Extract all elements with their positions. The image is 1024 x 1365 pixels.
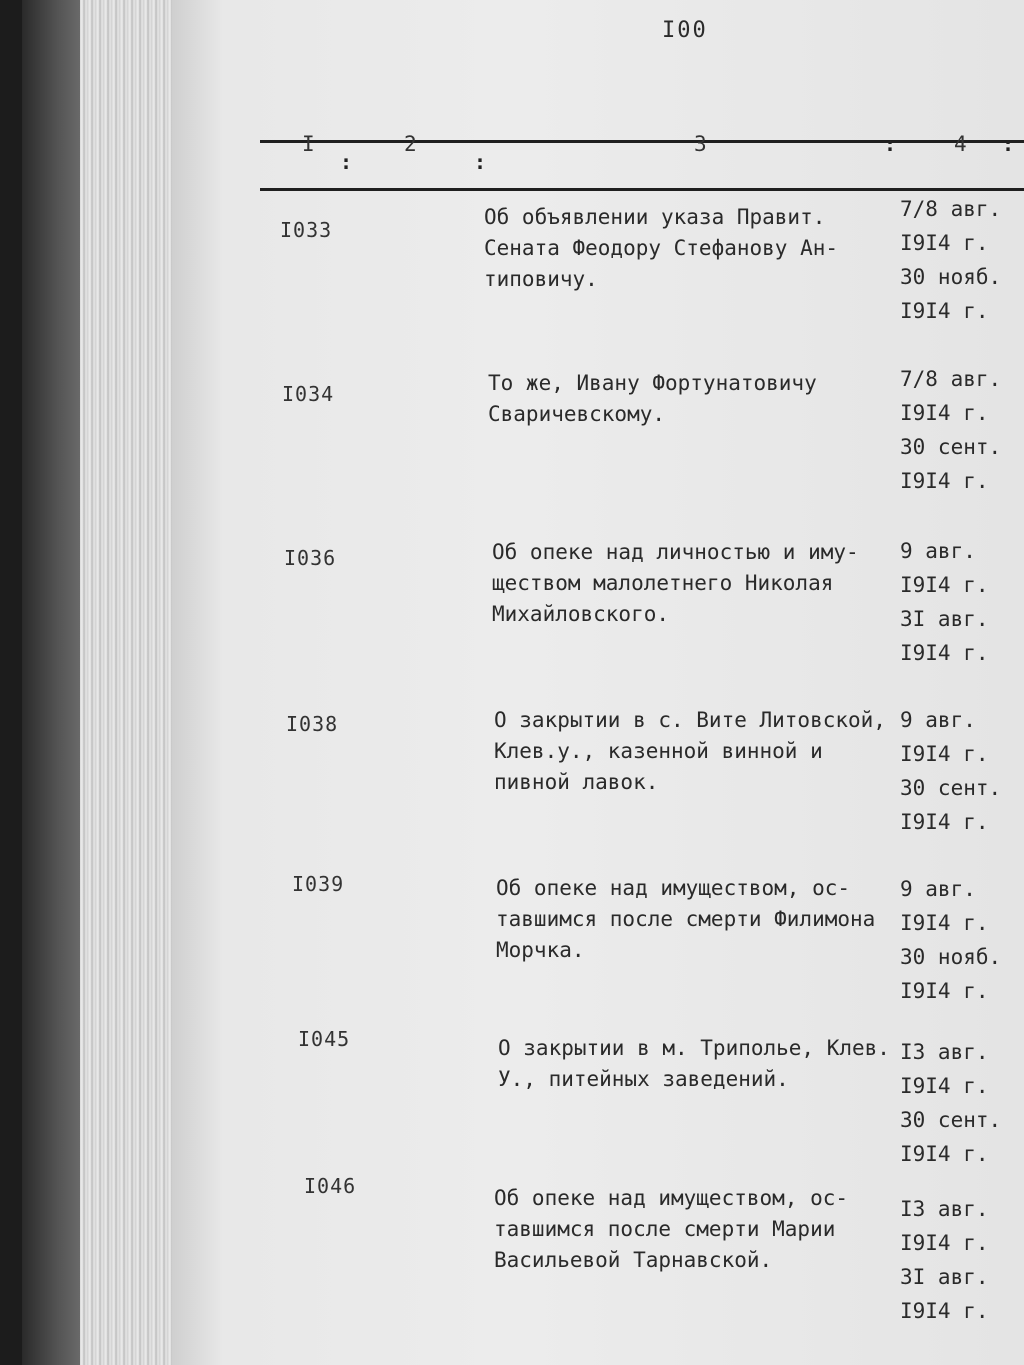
end-date: 30 нояб. (900, 945, 1002, 969)
entry-number: I038 (286, 712, 339, 736)
entry-text-line: тавшимся после смерти Марии (494, 1217, 836, 1241)
entry-text-line: Васильевой Тарнавской. (494, 1248, 773, 1272)
entry-dates (900, 872, 1015, 1008)
start-year: I9I4 г. (900, 573, 989, 597)
column-separator: : (1002, 132, 1015, 156)
entry-text-line: Об объявлении указа Правит. (484, 205, 826, 229)
entry-text-line: Морчка. (496, 938, 585, 962)
entry-text-line: Об опеке над имуществом, ос- (496, 876, 851, 900)
entry-number: I033 (280, 218, 333, 242)
entry-dates (900, 703, 1015, 839)
column-separator: : (884, 132, 897, 156)
entry-description (484, 202, 884, 295)
column-header-2: 2 (404, 132, 417, 156)
end-date: 3I авг. (900, 1265, 989, 1289)
entry-description (492, 537, 892, 630)
entry-dates (900, 1035, 1015, 1171)
column-separator: : (340, 150, 353, 174)
entry-text-line: ществом малолетнего Николая (492, 571, 834, 595)
book-spine-shadow (22, 0, 82, 1365)
start-year: I9I4 г. (900, 742, 989, 766)
page-edges (80, 0, 175, 1365)
end-date: 3I авг. (900, 607, 989, 631)
start-year: I9I4 г. (900, 911, 989, 935)
column-separator: : (474, 150, 487, 174)
end-year: I9I4 г. (900, 1299, 989, 1323)
entry-text-line: То же, Ивану Фортунатовичу (488, 371, 817, 395)
entry-text-line: Сваричевскому. (488, 402, 666, 426)
document-page (172, 0, 1024, 1365)
end-year: I9I4 г. (900, 979, 989, 1003)
entry-text-line: Михайловского. (492, 602, 670, 626)
entry-dates (900, 1192, 1015, 1328)
header-rule-bottom (260, 188, 1024, 191)
entry-number: I046 (304, 1174, 357, 1198)
entry-text-line: Сената Феодору Стефанову Ан- (484, 236, 839, 260)
column-header-3: 3 (694, 132, 707, 156)
entry-number: I034 (282, 382, 335, 406)
entry-number: I036 (284, 546, 337, 570)
start-date: I3 авг. (900, 1197, 989, 1221)
start-date: I3 авг. (900, 1040, 989, 1064)
entry-text-line: О закрытии в с. Вите Литовской, (494, 708, 886, 732)
end-date: 30 нояб. (900, 265, 1002, 289)
end-year: I9I4 г. (900, 641, 989, 665)
end-date: 30 сент. (900, 776, 1002, 800)
start-date: 9 авг. (900, 708, 976, 732)
page-number: I00 (662, 18, 708, 43)
entry-description (494, 1183, 894, 1276)
entry-number: I045 (298, 1027, 351, 1051)
entry-description (498, 1033, 898, 1095)
entry-text-line: Клев.у., казенной винной и (494, 739, 823, 763)
entry-dates (900, 362, 1015, 498)
entry-text-line: типовичу. (484, 267, 598, 291)
end-year: I9I4 г. (900, 1142, 989, 1166)
header-rule-top (260, 140, 1024, 143)
entry-text-line: Об опеке над имуществом, ос- (494, 1186, 849, 1210)
start-year: I9I4 г. (900, 231, 989, 255)
entry-text-line: У., питейных заведений. (498, 1067, 789, 1091)
start-year: I9I4 г. (900, 1074, 989, 1098)
end-year: I9I4 г. (900, 469, 989, 493)
start-date: 9 авг. (900, 539, 976, 563)
entry-text-line: тавшимся после смерти Филимона (496, 907, 876, 931)
entry-text-line: Об опеке над личностью и иму- (492, 540, 859, 564)
entry-text-line: пивной лавок. (494, 770, 659, 794)
start-year: I9I4 г. (900, 1231, 989, 1255)
entry-number: I039 (292, 872, 345, 896)
column-header-1: I (302, 132, 315, 156)
entry-description (488, 368, 888, 430)
start-date: 7/8 авг. (900, 367, 1002, 391)
end-date: 30 сент. (900, 435, 1002, 459)
start-date: 9 авг. (900, 877, 976, 901)
entry-dates (900, 192, 1015, 328)
start-date: 7/8 авг. (900, 197, 1002, 221)
column-header-4: 4 (954, 132, 967, 156)
entry-text-line: О закрытии в м. Триполье, Клев. (498, 1036, 890, 1060)
end-year: I9I4 г. (900, 810, 989, 834)
entry-description (494, 705, 894, 798)
entry-dates (900, 534, 1015, 670)
entry-description (496, 873, 896, 966)
end-year: I9I4 г. (900, 299, 989, 323)
start-year: I9I4 г. (900, 401, 989, 425)
end-date: 30 сент. (900, 1108, 1002, 1132)
background-shadow (0, 0, 22, 1365)
